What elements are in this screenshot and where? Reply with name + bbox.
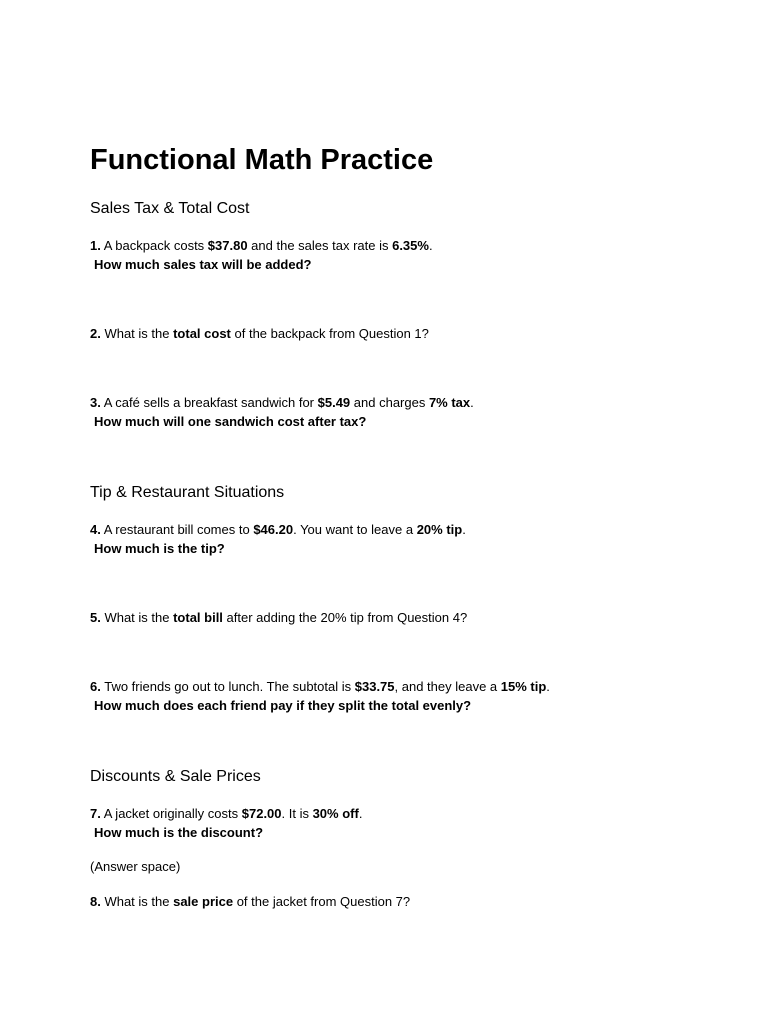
question-6: 6. Two friends go out to lunch. The subtotal is $33.75, and they leave a 15% tip. How much does each friend pay if they split the total evenly? [90, 679, 550, 713]
question-7: 7. A jacket originally costs $72.00. It is 30% off. How much is the discount? [90, 806, 363, 840]
question-number: 7. [90, 806, 101, 821]
question-5: 5. What is the total bill after adding the 20% tip from Question 4? [90, 610, 468, 625]
question-2: 2. What is the total cost of the backpack from Question 1? [90, 326, 429, 341]
question-prompt: How much is the tip? [94, 541, 225, 556]
page-title: Functional Math Practice [90, 144, 434, 176]
question-1: 1. A backpack costs $37.80 and the sales tax rate is 6.35%. How much sales tax will be added? [90, 238, 433, 272]
question-4: 4. A restaurant bill comes to $46.20. You want to leave a 20% tip. How much is the tip? [90, 522, 466, 556]
question-number: 6. [90, 679, 101, 694]
question-number: 3. [90, 395, 101, 410]
question-number: 1. [90, 238, 101, 253]
section-heading-discounts: Discounts & Sale Prices [90, 768, 261, 785]
question-number: 5. [90, 610, 101, 625]
question-prompt: How much does each friend pay if they split the total evenly? [94, 698, 472, 713]
section-heading-sales-tax: Sales Tax & Total Cost [90, 200, 250, 217]
question-prompt: How much will one sandwich cost after tax? [94, 414, 367, 429]
question-number: 2. [90, 326, 101, 341]
question-prompt: How much sales tax will be added? [94, 257, 312, 272]
question-number: 4. [90, 522, 101, 537]
section-heading-tip-restaurant: Tip & Restaurant Situations [90, 484, 285, 501]
answer-space: (Answer space) [90, 859, 181, 874]
question-prompt: How much is the discount? [94, 825, 264, 840]
question-number: 8. [90, 894, 101, 909]
question-3: 3. A café sells a breakfast sandwich for $5.49 and charges 7% tax. How much will one sandwich cost after tax? [90, 395, 474, 429]
question-8: 8. What is the sale price of the jacket from Question 7? [90, 894, 411, 909]
